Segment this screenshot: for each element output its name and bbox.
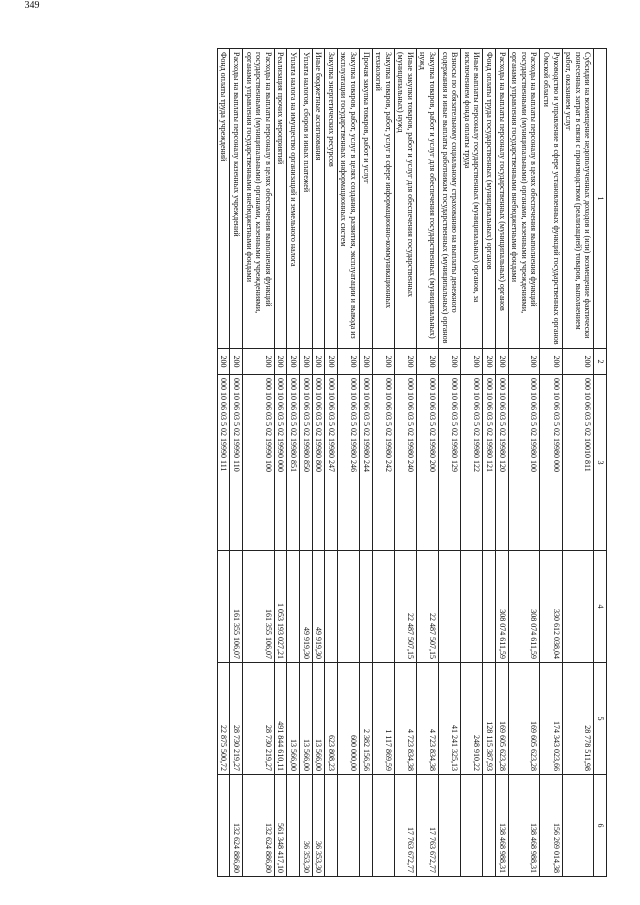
row-col5-amount: 128 115 387,93 (483, 663, 496, 775)
row-name: Иные бюджетные ассигнования (312, 49, 325, 349)
row-col6-amount: 138 468 988,31 (508, 775, 540, 877)
table-row (325, 49, 338, 877)
table-row (496, 49, 509, 877)
row-col4-amount: 49 919,30 (299, 551, 312, 663)
row-col4-amount (439, 551, 461, 663)
page-number: 349 (24, 0, 40, 11)
row-name: Расходы на выплаты персоналу в целях обеспечения выполнения функций государственными (муниципальными) органами, казенными учреждениями, органами управления государственными внебюджетными фондами (243, 49, 275, 349)
row-line-code: 200 (461, 349, 483, 375)
row-budget-code: 000 10 06 03 5 02 19980 100 (508, 375, 540, 551)
row-col5-amount: 28 730 219,27 (243, 663, 275, 775)
row-line-code: 200 (483, 349, 496, 375)
header-col-2: 2 (594, 349, 607, 375)
row-col6-amount (325, 775, 338, 877)
table-row (461, 49, 483, 877)
row-name: Уплата налогов, сборов и иных платежей (299, 49, 312, 349)
table-row (372, 49, 394, 877)
row-col6-amount: 561 348 417,10 (274, 775, 287, 877)
row-col5-amount: 2 382 156,56 (359, 663, 372, 775)
row-col4-amount (217, 551, 230, 663)
row-col5-amount: 600 000,00 (337, 663, 359, 775)
row-col4-amount (359, 551, 372, 663)
table-row (416, 49, 438, 877)
row-name: Взносы по обязательному социальному страхованию на выплаты денежного содержания и иные выплаты работникам государственных (муниципальных) органов (439, 49, 461, 349)
row-col5-amount: 22 875 500,72 (217, 663, 230, 775)
row-budget-code: 000 10 06 03 5 02 19990 000 (274, 375, 287, 551)
table-row (483, 49, 496, 877)
table-row (274, 49, 287, 877)
row-line-code: 200 (439, 349, 461, 375)
table-row (508, 49, 540, 877)
row-col4-amount (325, 551, 338, 663)
row-budget-code: 000 10 06 03 5 02 19990 111 (217, 375, 230, 551)
header-col-1: 1 (594, 49, 607, 349)
row-col6-amount (483, 775, 496, 877)
table-row (230, 49, 243, 877)
row-line-code: 200 (337, 349, 359, 375)
row-line-code: 200 (359, 349, 372, 375)
table-body (217, 49, 594, 877)
header-col-5: 5 (594, 663, 607, 775)
table-row (312, 49, 325, 877)
header-col-6: 6 (594, 775, 607, 877)
row-budget-code: 000 10 06 03 5 02 19980 246 (337, 375, 359, 551)
row-col6-amount: 156 269 014,38 (540, 775, 562, 877)
row-budget-code: 000 10 06 03 5 02 19990 100 (243, 375, 275, 551)
row-col4-amount (483, 551, 496, 663)
row-name: Расходы на выплаты персоналу в целях обеспечения выполнения функций государственными (муниципальными) органами, казенными учреждениями, органами управления государственными внебюджетными фондами (508, 49, 540, 349)
row-col6-amount (287, 775, 300, 877)
row-line-code: 200 (416, 349, 438, 375)
row-col6-amount (461, 775, 483, 877)
row-budget-code: 000 10 06 03 5 02 19980 120 (496, 375, 509, 551)
row-col4-amount: 308 074 611,59 (508, 551, 540, 663)
row-col4-amount: 161 355 106,07 (243, 551, 275, 663)
table-row (359, 49, 372, 877)
row-budget-code: 000 10 06 03 5 02 19980 129 (439, 375, 461, 551)
row-name: Субсидии на возмещение недополученных доходов и (или) возмещение фактически понесенных затрат в связи с производством (реализацией) товаров, выполнением работ, оказанием услуг (562, 49, 594, 349)
row-budget-code: 000 10 06 03 5 02 19980 800 (312, 375, 325, 551)
row-col6-amount: 132 624 886,80 (243, 775, 275, 877)
row-line-code: 200 (562, 349, 594, 375)
row-col5-amount: 169 605 623,28 (496, 663, 509, 775)
row-col4-amount: 22 487 507,15 (416, 551, 438, 663)
row-col5-amount: 248 910,22 (461, 663, 483, 775)
row-budget-code: 000 10 06 03 5 02 19980 242 (372, 375, 394, 551)
row-line-code: 200 (230, 349, 243, 375)
row-name: Закупка товаров, работ, услуг в сфере информационно-коммуникационных технологий (372, 49, 394, 349)
row-name: Расходы на выплаты персоналу казенных учреждений (230, 49, 243, 349)
row-name: Иные выплаты персоналу государственных (муниципальных) органов, за исключением фонда оплаты труда (461, 49, 483, 349)
row-line-code: 200 (508, 349, 540, 375)
row-col6-amount: 17 763 672,77 (416, 775, 438, 877)
row-name: Уплата налога на имущество организаций и земельного налога (287, 49, 300, 349)
row-col4-amount (287, 551, 300, 663)
row-col6-amount (337, 775, 359, 877)
table-row (243, 49, 275, 877)
row-name: Фонд оплаты труда государственных (муниципальных) органов (483, 49, 496, 349)
row-col4-amount: 330 612 038,04 (540, 551, 562, 663)
row-col6-amount (439, 775, 461, 877)
row-budget-code: 000 10 06 03 5 02 19980 121 (483, 375, 496, 551)
row-col5-amount: 4 723 834,38 (416, 663, 438, 775)
row-line-code: 200 (299, 349, 312, 375)
row-col6-amount: 17 763 672,77 (394, 775, 416, 877)
row-col6-amount: 36 353,30 (312, 775, 325, 877)
row-line-code: 200 (496, 349, 509, 375)
row-name: Иные закупки товаров, работ и услуг для обеспечения государственных (муниципальных) нужд (394, 49, 416, 349)
row-line-code: 200 (372, 349, 394, 375)
row-col6-amount: 132 624 886,80 (230, 775, 243, 877)
row-name: Руководство и управление в сфере установленных функций государственных органов Омской области (540, 49, 562, 349)
table-row (394, 49, 416, 877)
row-budget-code: 000 10 06 03 5 02 19980 851 (287, 375, 300, 551)
row-col4-amount (461, 551, 483, 663)
row-col5-amount: 13 566,00 (287, 663, 300, 775)
row-name: Закупка товаров, работ, услуг в целях создания, развития, эксплуатации и вывода из эксплуатации государственных информационных систем (337, 49, 359, 349)
row-budget-code: 000 10 06 03 5 02 19980 240 (394, 375, 416, 551)
row-col4-amount (562, 551, 594, 663)
rotated-page (72, 48, 607, 876)
row-line-code: 200 (312, 349, 325, 375)
row-col6-amount (359, 775, 372, 877)
table-row (217, 49, 230, 877)
row-budget-code: 000 10 06 03 5 02 19980 247 (325, 375, 338, 551)
row-name: Закупка товаров, работ и услуг для обеспечения государственных (муниципальных) нужд (416, 49, 438, 349)
table-row (299, 49, 312, 877)
row-col6-amount: 36 353,30 (299, 775, 312, 877)
row-col5-amount: 1 117 869,59 (372, 663, 394, 775)
row-budget-code: 000 10 06 03 5 02 19980 244 (359, 375, 372, 551)
row-col5-amount: 623 808,23 (325, 663, 338, 775)
row-col5-amount: 4 723 834,38 (394, 663, 416, 775)
row-col5-amount: 169 605 623,28 (508, 663, 540, 775)
header-row (594, 49, 607, 877)
row-line-code: 200 (217, 349, 230, 375)
row-budget-code: 000 10 06 03 5 02 19980 850 (299, 375, 312, 551)
row-budget-code: 000 10 06 03 5 02 19980 000 (540, 375, 562, 551)
row-col5-amount: 41 241 325,13 (439, 663, 461, 775)
row-budget-code: 000 10 06 03 5 02 19990 110 (230, 375, 243, 551)
row-name: Расходы на выплаты персоналу государственных (муниципальных) органов (496, 49, 509, 349)
row-line-code: 200 (540, 349, 562, 375)
row-col5-amount: 174 343 023,66 (540, 663, 562, 775)
table-row (439, 49, 461, 877)
row-col4-amount (337, 551, 359, 663)
row-col4-amount: 308 074 611,59 (496, 551, 509, 663)
header-col-3: 3 (594, 375, 607, 551)
row-budget-code: 000 10 06 03 5 02 19980 200 (416, 375, 438, 551)
table-row (562, 49, 594, 877)
row-budget-code: 000 10 06 03 5 02 10010 811 (562, 375, 594, 551)
table-row (540, 49, 562, 877)
row-col5-amount: 28 778 511,98 (562, 663, 594, 775)
row-line-code: 200 (325, 349, 338, 375)
row-line-code: 200 (274, 349, 287, 375)
row-col6-amount: 138 468 988,31 (496, 775, 509, 877)
row-line-code: 200 (243, 349, 275, 375)
budget-table (217, 48, 607, 877)
row-line-code: 200 (394, 349, 416, 375)
row-name: Прочая закупка товаров, работ и услуг (359, 49, 372, 349)
row-line-code: 200 (287, 349, 300, 375)
row-col5-amount: 491 844 610,11 (274, 663, 287, 775)
table-header (594, 49, 607, 877)
row-name: Закупка энергетических ресурсов (325, 49, 338, 349)
row-col6-amount (372, 775, 394, 877)
row-col5-amount: 13 566,00 (312, 663, 325, 775)
header-col-4: 4 (594, 551, 607, 663)
row-col4-amount: 49 919,30 (312, 551, 325, 663)
row-col4-amount (372, 551, 394, 663)
row-name: Фонд оплаты труда учреждений (217, 49, 230, 349)
row-budget-code: 000 10 06 03 5 02 19980 122 (461, 375, 483, 551)
row-col4-amount: 1 053 193 027,21 (274, 551, 287, 663)
row-name: Реализация прочих мероприятий (274, 49, 287, 349)
row-col6-amount (217, 775, 230, 877)
row-col4-amount: 22 487 507,15 (394, 551, 416, 663)
row-col5-amount: 13 566,00 (299, 663, 312, 775)
row-col5-amount: 28 730 219,27 (230, 663, 243, 775)
row-col6-amount (562, 775, 594, 877)
table-row (337, 49, 359, 877)
row-col4-amount: 161 355 106,07 (230, 551, 243, 663)
table-row (287, 49, 300, 877)
